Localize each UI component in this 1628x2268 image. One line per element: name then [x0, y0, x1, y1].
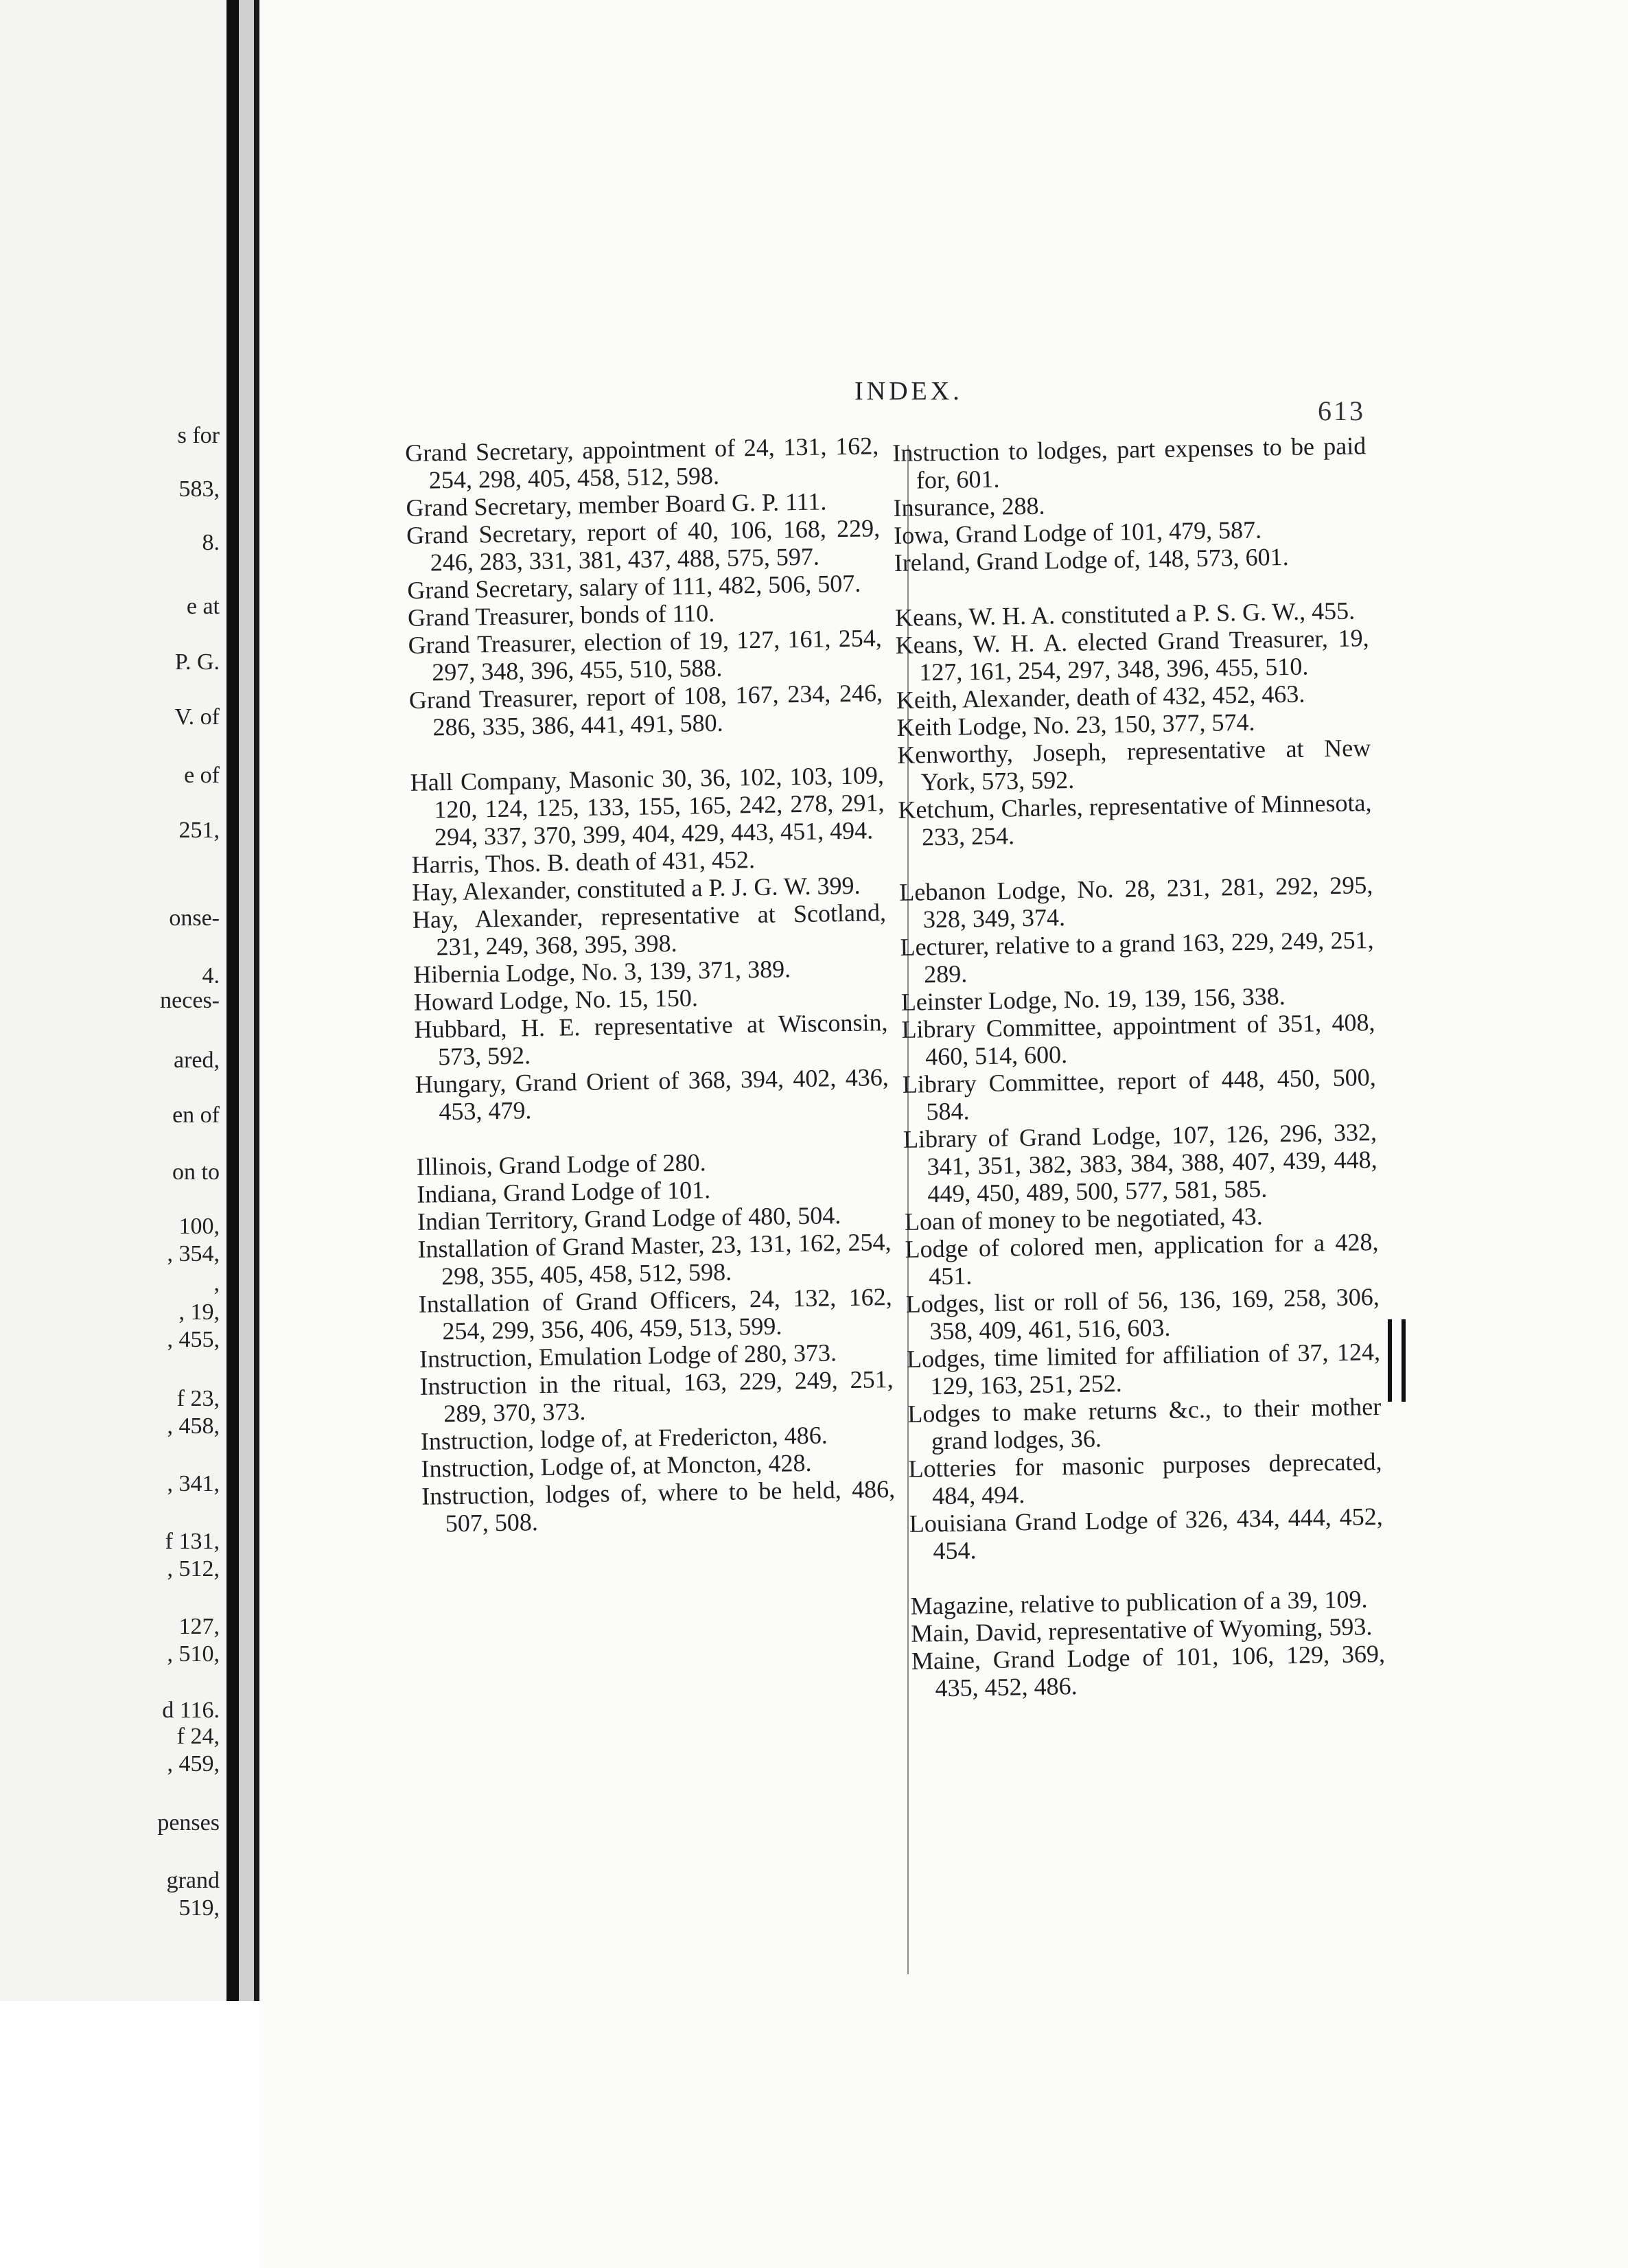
- index-entry: Iowa, Grand Lodge of 101, 479, 587.: [893, 516, 1262, 549]
- left-fragment: s for: [177, 423, 220, 448]
- index-entry: Howard Lodge, No. 15, 150.: [413, 984, 699, 1016]
- left-fragment: 251,: [178, 818, 220, 843]
- index-entry: Indiana, Grand Lodge of 101.: [416, 1176, 711, 1208]
- left-fragment: V. of: [174, 704, 220, 730]
- book-gutter-shadow: [226, 0, 239, 2001]
- left-fragment: , 458,: [167, 1413, 220, 1439]
- index-entry: Keans, W. H. A. constituted a P. S. G. W., 455.: [894, 597, 1356, 632]
- index-entry: Lodges, time limited for affiliation of 37, 124, 129, 163, 251, 252.: [906, 1337, 1381, 1400]
- left-fragment: onse-: [169, 905, 220, 931]
- book-gutter-fold: [254, 0, 259, 2018]
- index-column-right: [892, 432, 1386, 1702]
- running-head: INDEX.: [854, 377, 963, 406]
- index-entry: Grand Treasurer, election of 19, 127, 161, 254, 297, 348, 396, 455, 510, 588.: [408, 624, 882, 686]
- left-fragment: f 23,: [176, 1386, 220, 1411]
- index-entry: Grand Secretary, member Board G. P. 111.: [406, 487, 827, 522]
- left-fragment: on to: [172, 1159, 220, 1185]
- left-fragment: penses: [157, 1810, 220, 1836]
- index-entry: Library of Grand Lodge, 107, 126, 296, 332, 341, 351, 382, 383, 384, 388, 407, 439, 448, 449, 450, 489, 500, 577, 581, 585.: [903, 1118, 1377, 1208]
- index-entry: Louisiana Grand Lodge of 326, 434, 444, 452, 454.: [909, 1502, 1384, 1565]
- index-entry: Harris, Thos. B. death of 431, 452.: [411, 846, 756, 879]
- left-fragment: 519,: [178, 1895, 220, 1921]
- index-entry: Illinois, Grand Lodge of 280.: [416, 1148, 706, 1181]
- index-entry: Grand Secretary, report of 40, 106, 168, 229, 246, 283, 331, 381, 437, 488, 575, 597.: [406, 514, 881, 577]
- left-fragment: f 24,: [176, 1724, 220, 1749]
- index-entry: Lodges, list or roll of 56, 136, 169, 258, 306, 358, 409, 461, 516, 603.: [905, 1283, 1380, 1345]
- index-entry: Keans, W. H. A. elected Grand Treasurer, 19, 127, 161, 254, 297, 348, 396, 455, 510.: [895, 624, 1369, 686]
- index-entry: Instruction in the ritual, 163, 229, 249, 251, 289, 370, 373.: [419, 1365, 894, 1428]
- index-entry: Grand Treasurer, report of 108, 167, 234, 246, 286, 335, 386, 441, 491, 580.: [408, 679, 883, 741]
- index-entry: Main, David, representative of Wyoming, 593.: [911, 1612, 1373, 1647]
- left-fragment: , 455,: [167, 1327, 220, 1352]
- index-entry: Installation of Grand Master, 23, 131, 162, 254, 298, 355, 405, 458, 512, 598.: [417, 1228, 892, 1291]
- left-fragment: 8.: [202, 530, 220, 555]
- left-fragment: , 512,: [167, 1556, 220, 1582]
- index-entry: Hubbard, H. E. representative at Wisconsin, 573, 592.: [414, 1008, 888, 1071]
- index-entry: Hay, Alexander, representative at Scotland, 231, 249, 368, 395, 398.: [412, 899, 887, 961]
- index-entry: Instruction, lodge of, at Fredericton, 486.: [420, 1421, 828, 1455]
- left-fragment: en of: [172, 1102, 220, 1128]
- index-entry: Indian Territory, Grand Lodge of 480, 504.: [417, 1201, 841, 1236]
- index-entry: Ketchum, Charles, representative of Minnesota, 233, 254.: [898, 789, 1372, 851]
- index-entry: Instruction to lodges, part expenses to be paid for, 601.: [892, 432, 1367, 494]
- index-entry: Hay, Alexander, constituted a P. J. G. W. 399.: [412, 871, 861, 906]
- left-fragment: f 131,: [165, 1529, 220, 1554]
- index-entry: Lebanon Lodge, No. 28, 231, 281, 292, 295, 328, 349, 374.: [899, 871, 1373, 934]
- index-entry: Lodges to make returns &c., to their mother grand lodges, 36.: [907, 1392, 1382, 1455]
- index-entry: Hall Company, Masonic 30, 36, 102, 103, 109, 120, 124, 125, 133, 155, 165, 242, 278, 291, 294, 337, 370, 399, 404, 429, 443, 451, 494.: [410, 761, 885, 851]
- index-column-left: [405, 432, 896, 1538]
- index-entry: Lotteries for masonic purposes deprecated, 484, 494.: [908, 1447, 1382, 1510]
- left-fragment: , 354,: [167, 1241, 220, 1266]
- index-entry: Hibernia Lodge, No. 3, 139, 371, 389.: [412, 955, 791, 988]
- index-entry: Grand Secretary, appointment of 24, 131, 162, 254, 298, 405, 458, 512, 598.: [405, 432, 879, 494]
- left-fragment: d 116.: [162, 1698, 220, 1723]
- index-entry: Grand Secretary, salary of 111, 482, 506, 507.: [407, 569, 861, 604]
- left-fragment: e of: [184, 763, 220, 788]
- index-entry: Installation of Grand Officers, 24, 132, 162, 254, 299, 356, 406, 459, 513, 599.: [418, 1283, 893, 1345]
- index-entry: Lecturer, relative to a grand 163, 229, 249, 251, 289.: [900, 926, 1374, 988]
- left-fragment: ared,: [173, 1048, 220, 1073]
- index-entry: Loan of money to be negotiated, 43.: [904, 1202, 1264, 1236]
- index-entry: Library Committee, appointment of 351, 408, 460, 514, 600.: [901, 1008, 1375, 1071]
- index-entry: Keith Lodge, No. 23, 150, 377, 574.: [896, 708, 1255, 741]
- left-fragment: 127,: [178, 1614, 220, 1639]
- index-entry: Magazine, relative to publication of a 39, 109.: [910, 1585, 1368, 1620]
- index-entry: Hungary, Grand Orient of 368, 394, 402, 436, 453, 479.: [415, 1063, 889, 1126]
- index-entry: Keith, Alexander, death of 432, 452, 463.: [896, 680, 1305, 714]
- left-fragment: grand: [166, 1868, 220, 1893]
- left-fragment: , 341,: [167, 1471, 220, 1496]
- margin-double-bar-mark: [1386, 1319, 1410, 1402]
- left-fragment: , 510,: [167, 1641, 220, 1667]
- left-fragment: 583,: [178, 476, 220, 502]
- left-fragment: 4.: [202, 963, 220, 988]
- index-entry: Lodge of colored men, application for a 428, 451.: [905, 1228, 1379, 1291]
- index-entry: Instruction, Emulation Lodge of 280, 373.: [419, 1339, 837, 1373]
- index-entry: Ireland, Grand Lodge of, 148, 573, 601.: [894, 542, 1289, 577]
- left-fragment: ,: [213, 1271, 220, 1296]
- page-number: 613: [1318, 395, 1365, 426]
- page-bottom-margin: [226, 2001, 259, 2268]
- index-entry: Insurance, 288.: [893, 491, 1045, 522]
- index-entry: Maine, Grand Lodge of 101, 106, 129, 369, 435, 452, 486.: [911, 1639, 1386, 1702]
- left-fragment: 100,: [178, 1214, 220, 1239]
- left-fragment: , 459,: [167, 1751, 220, 1777]
- left-fragment: e at: [186, 594, 220, 619]
- index-entry: Leinster Lodge, No. 19, 139, 156, 338.: [900, 982, 1286, 1016]
- index-entry: Kenworthy, Joseph, representative at New York, 573, 592.: [896, 734, 1371, 796]
- book-gutter-edge: [239, 0, 254, 2018]
- left-fragment: neces-: [160, 988, 220, 1013]
- facing-page-left: [0, 0, 226, 2001]
- index-entry: Instruction, lodges of, where to be held, 486, 507, 508.: [421, 1474, 896, 1538]
- left-fragment: P. G.: [174, 649, 220, 675]
- index-entry: Grand Treasurer, bonds of 110.: [407, 599, 715, 632]
- left-fragment: , 19,: [178, 1299, 220, 1325]
- index-entry: Instruction, Lodge of, at Moncton, 428.: [421, 1448, 812, 1483]
- index-entry: Library Committee, report of 448, 450, 500, 584.: [902, 1063, 1376, 1126]
